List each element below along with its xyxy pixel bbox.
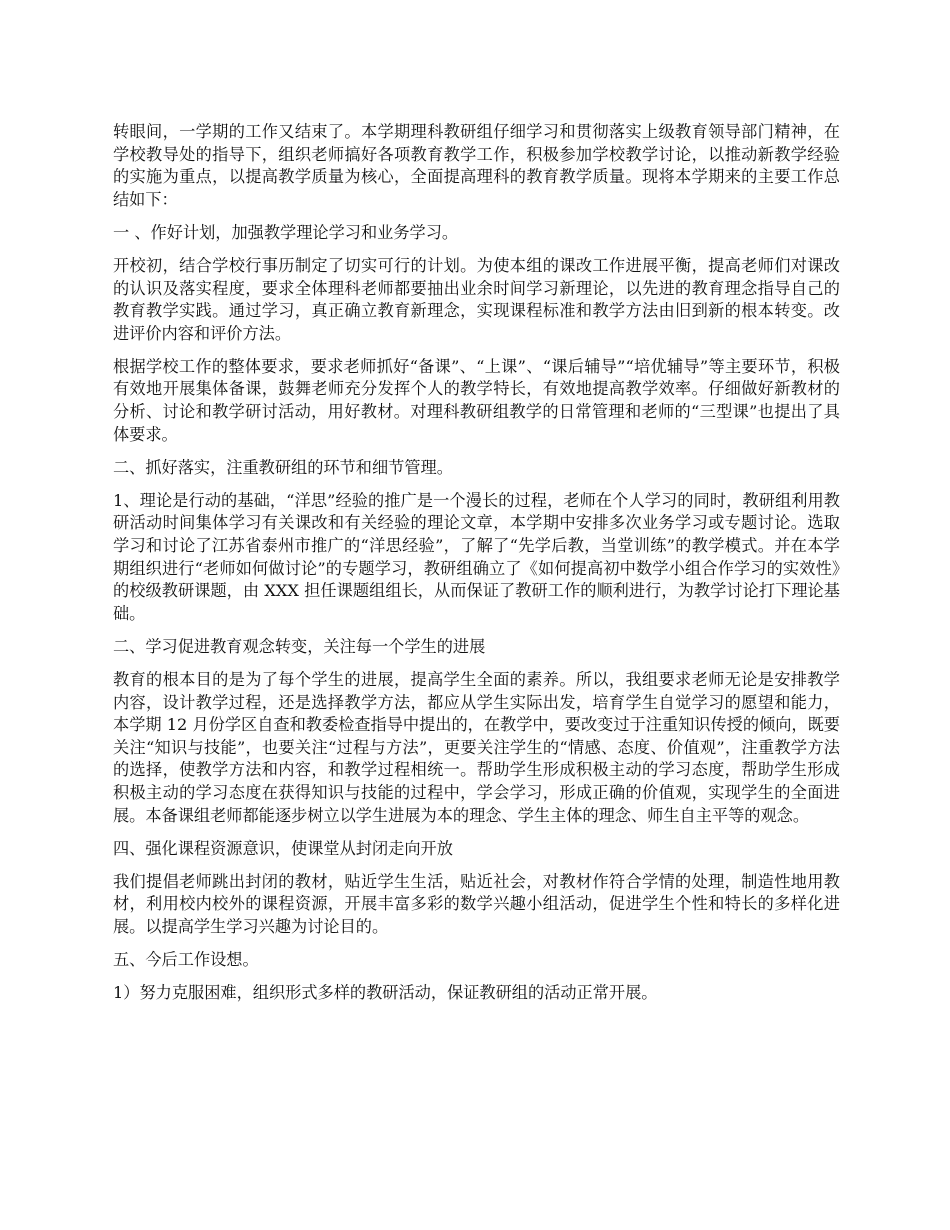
intro-paragraph: 转眼间，一学期的工作又结束了。本学期理科教研组仔细学习和贯彻落实上级教育领导部门精神，在学校教导处的指导下，组织老师搞好各项教育教学工作，积极参加学校教学讨论，以推动新教学经验的实施为重点，以提高教学质量为核心，全面提高理科的教育教学质量。现将本学期来的主要工作总结如下： [113,122,840,209]
section-heading-implementation: 二、抓好落实，注重教研组的环节和细节管理。 [113,457,453,477]
section-heading-resources: 四、强化课程资源意识，使课堂从封闭走向开放 [113,838,453,858]
concept-paragraph: 教育的根本目的是为了每个学生的进展，提高学生全面的素养。所以，我组要求老师无论是安排教学内容，设计教学过程，还是选择教学方法，都应从学生实际出发，培育学生自觉学习的愿望和能力，本学期 12 月份学区自查和教委检查指导中提出的，在教学中，要改变过于注重知识传授的倾向，既要关注“知识与技能”，也要关注“过程与方法”，更要关注学生的“情感、态度、价值观”，注重教学方法的选择，使教学方法和内容，和教学过程相统一。帮助学生形成积极主动的学习态度，帮助学生形成积极主动的学习态度在获得知识与技能的过程中，学会学习，形成正确的价值观，实现学生的全面进展。本备课组老师都能逐步树立以学生进展为本的理念、学生主体的理念、师生自主平等的观念。 [113,669,840,825]
plan-paragraph-1: 开校初，结合学校行事历制定了切实可行的计划。为使本组的课改工作进展平衡，提高老师们对课改的认识及落实程度，要求全体理科老师都要抽出业余时间学习新理论，以先进的教育理念指导自己的教育教学实践。通过学习，真正确立教育新理念，实现课程标准和教学方法由旧到新的根本转变。改进评价内容和评价方法。 [113,255,840,343]
section-heading-future: 五、今后工作设想。 [113,950,259,969]
plan-paragraph-2: 根据学校工作的整体要求，要求老师抓好“备课”、“上课”、“课后辅导”“培优辅导”等主要环节，积极有效地开展集体备课，鼓舞老师充分发挥个人的教学特长，有效地提高教学效率。仔细做好新教材的分析、讨论和教学研讨活动，用好教材。对理科教研组教学的日常管理和老师的“三型课”也提出了具体要求。 [113,356,840,444]
future-item-1: 1）努力克服困难，组织形式多样的教研活动，保证教研组的活动正常开展。 [113,983,658,1003]
section-heading-concept: 二、学习促进教育观念转变，关注每一个学生的进展 [113,636,486,656]
document-page [113,121,840,1015]
section-heading-plan: 一 、作好计划，加强教学理论学习和业务学习。 [113,222,459,242]
implementation-paragraph: 1、理论是行动的基础，“洋思”经验的推广是一个漫长的过程，老师在个人学习的同时，教研组利用教研活动时间集体学习有关课改和有关经验的理论文章，本学期中安排多次业务学习或专题讨论。选取学习和讨论了江苏省泰州市推广的“洋思经验”，了解了“先学后教，当堂训练”的教学模式。并在本学期组织进行“老师如何做讨论”的专题学习，教研组确立了《如何提高初中数学小组合作学习的实效性》的校级教研课题，由 XXX 担任课题组组长，从而保证了教研工作的顺利进行，为教学讨论打下理论基础。 [113,490,840,623]
resources-paragraph: 我们提倡老师跳出封闭的教材，贴近学生生活，贴近社会，对教材作符合学情的处理，制造性地用教材，利用校内校外的课程资源，开展丰富多彩的数学兴趣小组活动，促进学生个性和特长的多样化进展。以提高学生学习兴趣为讨论目的。 [113,871,840,936]
